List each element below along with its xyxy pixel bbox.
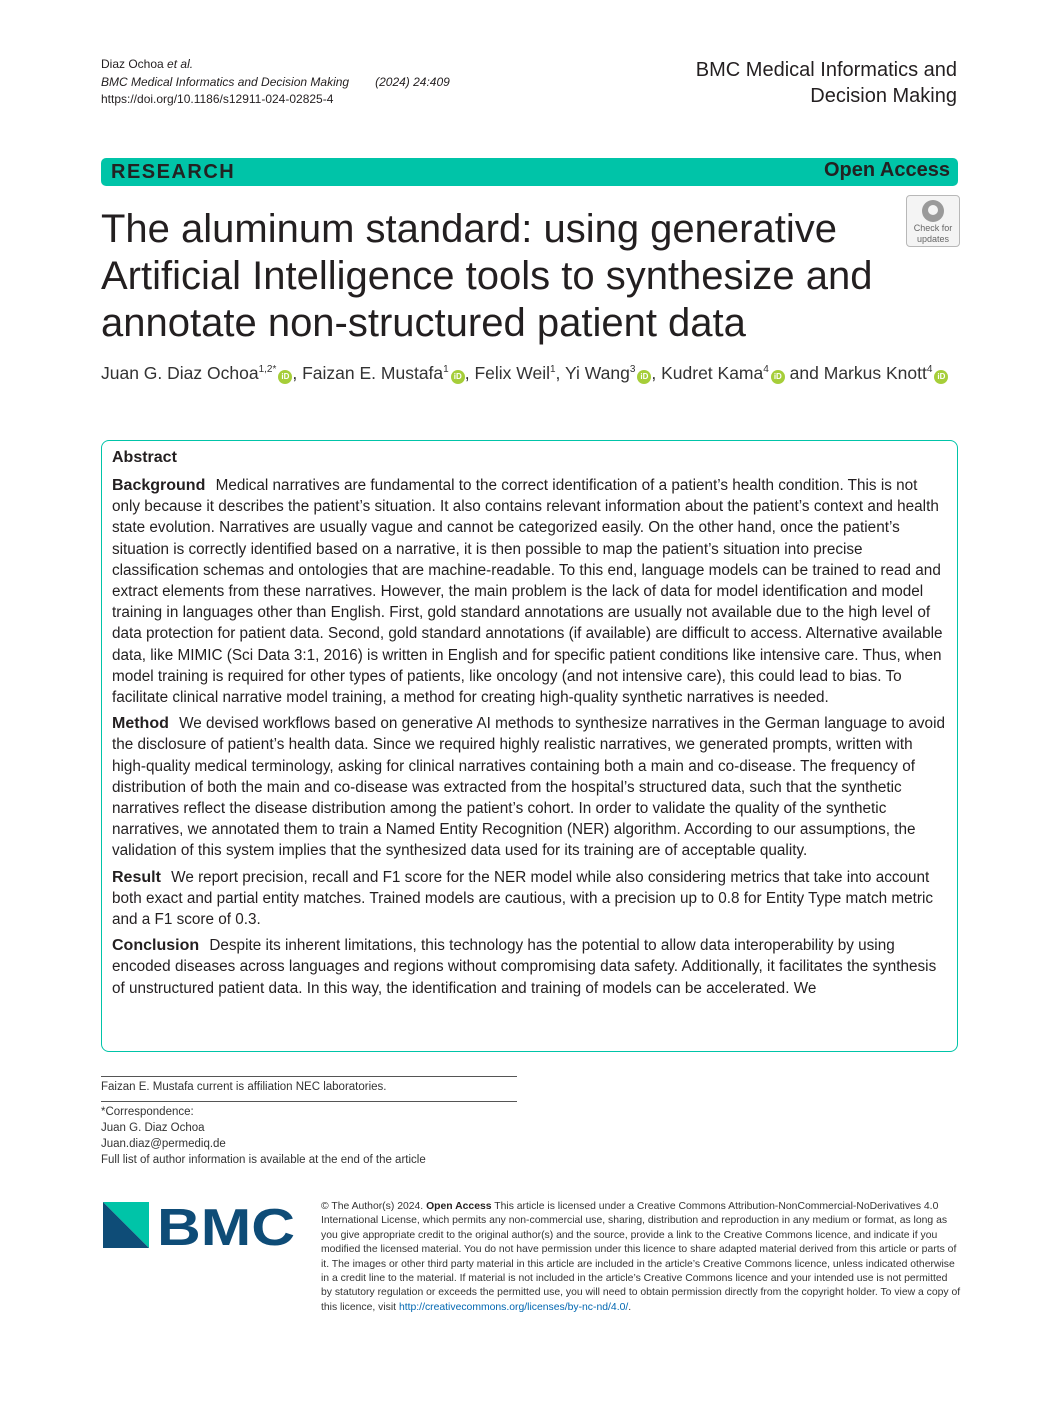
author-name[interactable]: Markus Knott bbox=[823, 363, 927, 383]
citation-block bbox=[101, 56, 450, 109]
author-affiliation: 1,2* bbox=[258, 364, 277, 375]
abstract-box bbox=[101, 440, 958, 1052]
orcid-icon[interactable]: iD bbox=[637, 370, 651, 384]
license-text: This article is licensed under a Creative Commons Attribution-NonCommercial-NoDerivatives 4.0 International License, which permits any non-commercial use, sharing, distribution and reproduction in any medium or format, as long as you give appropriate credit to the original author(s) and the source, provide a link to the Creative Commons licence, and indicate if you modified the licensed material. You do not have permission under this licence to share adapted material derived from this article or parts of it. The images or other third party material in this article are included in the article’s Creative Commons licence, unless indicated otherwise in a credit line to the material. If material is not included in the article’s Creative Commons licence and your intended use is not permitted by statutory regulation or exceeds the permitted use, you will need to obtain permission directly from the copyright holder. To view a copy of this licence, visit bbox=[321, 1201, 961, 1313]
author-separator: and bbox=[784, 363, 824, 383]
orcid-icon[interactable]: iD bbox=[934, 370, 948, 384]
author-affiliation: 3 bbox=[629, 364, 636, 375]
abstract-section-conclusion bbox=[112, 935, 947, 999]
author-separator: , bbox=[292, 363, 303, 383]
author-name[interactable]: Juan G. Diaz Ochoa bbox=[101, 363, 259, 383]
license-link[interactable]: http://creativecommons.org/licenses/by-nc-nd/4.0/ bbox=[398, 1301, 629, 1313]
copyright-text: © The Author(s) 2024. bbox=[321, 1201, 424, 1212]
author-affiliation: 4 bbox=[763, 364, 769, 375]
author-name[interactable]: Yi Wang bbox=[564, 363, 630, 383]
open-access-label: Open Access bbox=[824, 159, 950, 181]
license-statement bbox=[321, 1200, 961, 1315]
abstract-section-label: Background bbox=[112, 477, 206, 494]
author-name[interactable]: Faizan E. Mustafa bbox=[302, 363, 444, 383]
footnote-divider bbox=[101, 1076, 517, 1077]
orcid-icon[interactable]: iD bbox=[278, 370, 292, 384]
license-end: . bbox=[628, 1301, 632, 1313]
author-list bbox=[101, 363, 948, 384]
author-info-note: Full list of author information is available at the end of the article bbox=[101, 1154, 426, 1166]
author-separator: , bbox=[555, 363, 565, 383]
abstract-section-label: Conclusion bbox=[112, 937, 200, 955]
check-for-updates-line1: Check for bbox=[913, 223, 953, 233]
journal-name bbox=[696, 57, 957, 109]
citation-authors bbox=[101, 56, 450, 74]
citation-journal-row bbox=[101, 74, 450, 92]
check-for-updates-line2: updates bbox=[916, 234, 950, 244]
abstract-section-text: Despite its inherent limitations, this technology has the potential to allow data interoperability by using encoded diseases across languages and regions without compromising data safety. Additionally, it facilitates the synthesis of unstructured patient data. In this way, the identification and training of models can be accelerated. We bbox=[112, 937, 937, 997]
article-type-banner bbox=[101, 158, 958, 186]
abstract-section-text: We report precision, recall and F1 score for the NER model while also considering metrics that take into account both exact and partial entity matches. Trained models are cautious, with a precision up to 0.8 for Entity Type match metric and a F1 score of 0.3. bbox=[112, 868, 934, 929]
abstract-section-method bbox=[112, 713, 947, 861]
citation-et-al: et al. bbox=[167, 57, 194, 71]
correspondence-label: *Correspondence: bbox=[101, 1106, 194, 1118]
citation-author: Diaz Ochoa bbox=[101, 57, 164, 71]
journal-name-line1: BMC Medical Informatics and bbox=[695, 59, 957, 81]
correspondence-block bbox=[101, 1104, 426, 1168]
doi-link[interactable]: https://doi.org/10.1186/s12911-024-02825-4 bbox=[101, 92, 334, 106]
journal-name-line2: Decision Making bbox=[810, 85, 957, 107]
check-for-updates-button[interactable] bbox=[906, 195, 960, 247]
footnote-divider bbox=[101, 1101, 517, 1102]
author-affiliation: 4 bbox=[926, 364, 933, 375]
abstract-section-text: We devised workflows based on generative AI methods to synthesize narratives in the German language to avoid the disclosure of patient’s health data. Since we required highly realistic narratives, we generated prompts, written with high-quality medical terminology, asking for clinical narratives containing both a main and co-disease. The frequency of distribution of both the main and co-disease was extracted from the hospital’s structured data, such that the synthetic narratives reflect the disease distribution among the patient’s cohort. In order to validate the quality of the synthetic narratives, we annotated them to train a Named Entity Recognition (NER) algorithm. According to our assumptions, the validation of this system implies that the synthesized data used for its training are of acceptable quality. bbox=[112, 715, 945, 860]
abstract-section-label: Method bbox=[112, 715, 169, 733]
abstract-section-label: Result bbox=[112, 868, 161, 886]
article-title: The aluminum standard: using generative Artificial Intelligence tools to synthesize and annotate non-structured patient data bbox=[101, 207, 873, 345]
author-affiliation: 1 bbox=[549, 364, 556, 375]
author-affiliation: 1 bbox=[443, 364, 449, 375]
orcid-icon[interactable]: iD bbox=[771, 370, 785, 384]
check-for-updates-icon bbox=[922, 200, 944, 222]
orcid-icon[interactable]: iD bbox=[451, 370, 465, 384]
author-separator: , bbox=[464, 363, 475, 383]
author-name[interactable]: Felix Weil bbox=[474, 363, 550, 383]
bmc-logo-text: BMC bbox=[157, 1200, 295, 1250]
author-separator: , bbox=[651, 363, 662, 383]
abstract-heading: Abstract bbox=[112, 449, 177, 466]
article-type-label: RESEARCH bbox=[111, 161, 236, 183]
abstract-section-result bbox=[112, 867, 947, 931]
license-open-access: Open Access bbox=[426, 1201, 492, 1212]
bmc-logo bbox=[101, 1200, 296, 1250]
abstract-section-background bbox=[112, 475, 947, 708]
correspondence-email[interactable]: Juan.diaz@permediq.de bbox=[101, 1138, 226, 1150]
correspondence-name: Juan G. Diaz Ochoa bbox=[101, 1122, 205, 1134]
citation-journal: BMC Medical Informatics and Decision Making bbox=[101, 74, 350, 89]
abstract-section-text: Medical narratives are fundamental to the correct identification of a patient’s health condition. This is not only because it describes the patient’s situation. It also contains relevant information about the patient’s context and health state evolution. Narratives are usually vague and cannot be categorized easily. On the other hand, once the patient’s situation is correctly identified based on a narrative, it is then possible to map the patient’s situation into precise classification schemas and ontologies that are machine-readable. To this end, language models can be trained to read and extract elements from these narratives. However, the main problem is the lack of data for model identification and model training in languages other than English. First, gold standard annotations are usually not available due to the high level of data protection for patient data. Second, gold standard annotations (if available) are difficult to access. Alternative available data, like MIMIC (Sci Data 3:1, 2016) is written in English and for specific patient conditions like intensive care. Thus, when model training is required for other types of patients, like oncology (and not intensive care), this could lead to bias. To facilitate clinical narrative model training, a method for creating high-quality synthetic narratives is needed. bbox=[112, 477, 943, 707]
affiliation-footnote: Faizan E. Mustafa current is affiliation NEC laboratories. bbox=[101, 1081, 387, 1093]
citation-year-volume: (2024) 24:409 bbox=[375, 74, 450, 89]
abstract-content bbox=[112, 447, 947, 1004]
author-name[interactable]: Kudret Kama bbox=[661, 363, 764, 383]
